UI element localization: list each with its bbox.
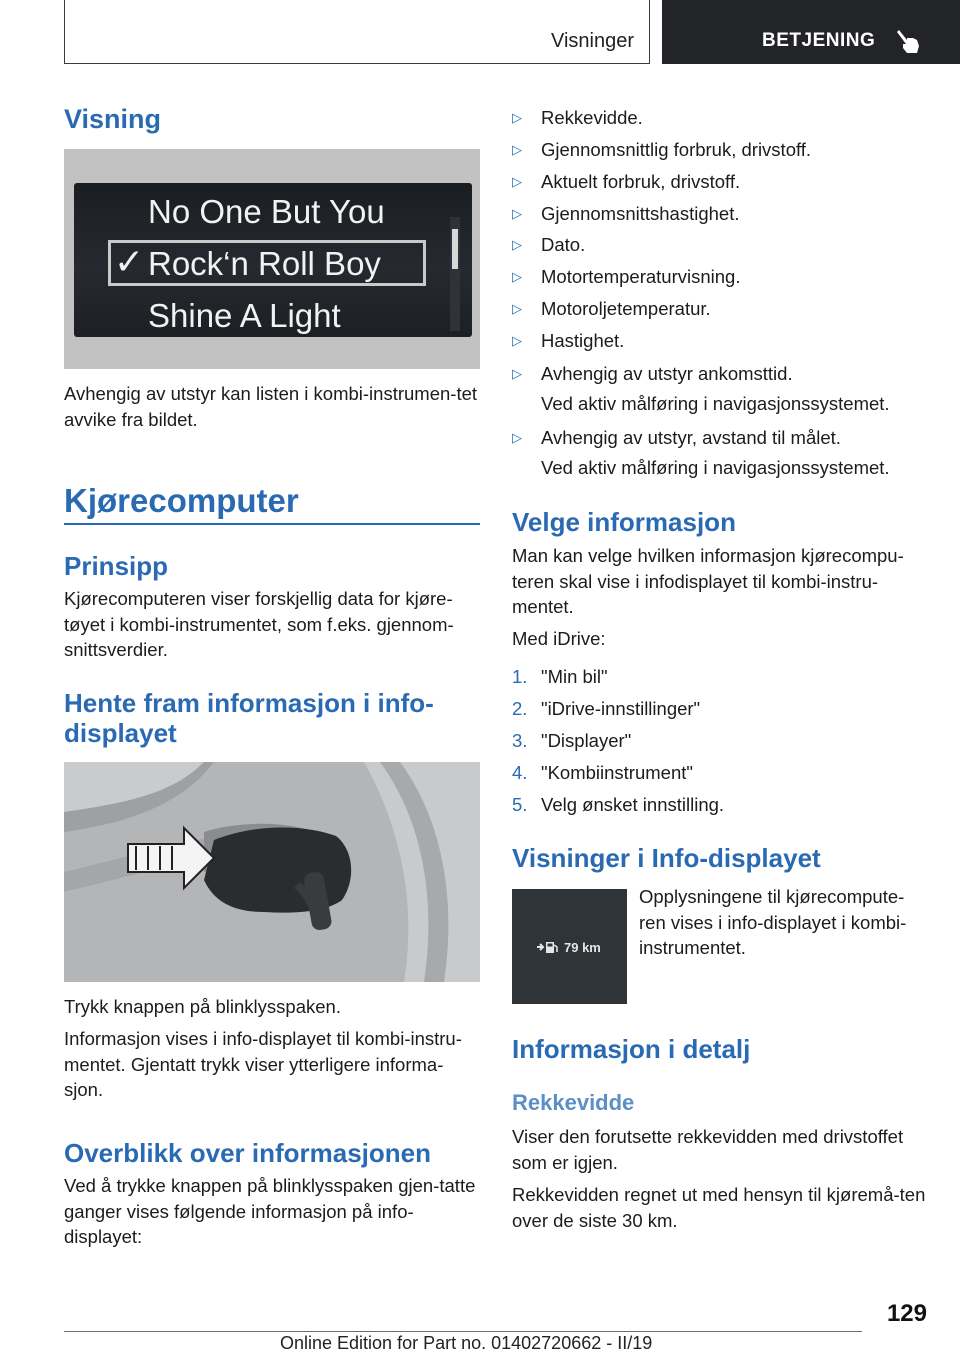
triangle-bullet-icon: ▷: [512, 333, 522, 348]
visning-heading: Visning: [64, 104, 162, 134]
idrive-label: Med iDrive:: [512, 628, 606, 649]
list-item-note: Ved aktiv målføring i navigasjonssystemet.: [541, 457, 890, 478]
hente-heading: Hente fram informasjon i info-displayet: [64, 688, 434, 748]
triangle-bullet-icon: ▷: [512, 142, 522, 157]
triangle-bullet-icon: ▷: [512, 237, 522, 252]
menu-display-image: [64, 149, 480, 369]
kjorecomputer-heading: Kjørecomputer: [64, 482, 299, 519]
triangle-bullet-icon: ▷: [512, 430, 522, 445]
range-value: 79 km: [564, 940, 601, 955]
velge-heading: Velge informasjon: [512, 507, 736, 537]
footer-rule: [64, 1331, 862, 1332]
pointing-hand-icon: [895, 26, 923, 56]
heading-rule: [64, 523, 480, 525]
visning-note: Avhengig av utstyr kan listen i kombi-instrumen-tet avvike fra bildet.: [64, 383, 478, 430]
triangle-bullet-icon: ▷: [512, 269, 522, 284]
header-chapter-tab: [662, 0, 960, 64]
rekkevidde-text-2: Rekkevidden regnet ut med hensyn til kjøremå-ten over de siste 30 km.: [512, 1184, 926, 1231]
overblikk-heading: Overblikk over informasjonen: [64, 1138, 432, 1168]
visninger-text: Opplysningene til kjørecompute-ren vises i info-displayet i kombi-instrumentet.: [639, 886, 907, 958]
detalj-heading: Informasjon i detalj: [512, 1034, 751, 1064]
hente-text-1: Trykk knappen på blinklysspaken.: [64, 996, 341, 1017]
header-chapter-label: BETJENING: [762, 30, 876, 51]
prinsipp-text: Kjørecomputeren viser forskjellig data for kjøre-tøyet i kombi-instrumentet, som f.eks. gjennom-snittsverdier.: [64, 588, 454, 660]
triangle-bullet-icon: ▷: [512, 366, 522, 381]
triangle-bullet-icon: ▷: [512, 174, 522, 189]
turn-signal-lever-image: [64, 762, 480, 982]
overblikk-text: Ved å trykke knappen på blinklysspaken gjen-tatte ganger vises følgende informasjon på info-displayet:: [64, 1175, 476, 1247]
footer-edition: Online Edition for Part no. 01402720662 - II/19: [280, 1333, 653, 1353]
triangle-bullet-icon: ▷: [512, 110, 522, 125]
menu-item: No One But You: [148, 193, 385, 230]
lever-illustration: [64, 762, 480, 982]
menu-screen: [74, 183, 472, 337]
menu-item: Shine A Light: [148, 297, 341, 334]
velge-text: Man kan velge hvilken informasjon kjørecompu-teren skal vise i infodisplayet til kombi-instru-mentet.: [512, 545, 904, 617]
header-section-title: Visninger: [550, 30, 634, 52]
menu-scrollbar-thumb: [452, 229, 458, 269]
page-number: 129: [886, 1300, 927, 1327]
triangle-bullet-icon: ▷: [512, 301, 522, 316]
rekkevidde-heading: Rekkevidde: [512, 1090, 635, 1115]
rekkevidde-text-1: Viser den forutsette rekkevidden med drivstoffet som er igjen.: [512, 1126, 904, 1173]
triangle-bullet-icon: ▷: [512, 206, 522, 221]
range-display-image: [512, 889, 627, 1004]
visninger-heading: Visninger i Info-displayet: [512, 843, 821, 873]
hente-text-2: Informasjon vises i info-displayet til kombi-instru-mentet. Gjentatt trykk viser ytterligere informa-sjon.: [64, 1028, 462, 1100]
checkmark-icon: ✓: [114, 241, 145, 282]
prinsipp-heading: Prinsipp: [64, 551, 169, 581]
fuel-range-icon: [536, 940, 558, 954]
list-item-note: Ved aktiv målføring i navigasjonssystemet.: [541, 393, 890, 414]
menu-item-selected: Rock‘n Roll Boy: [148, 245, 381, 282]
